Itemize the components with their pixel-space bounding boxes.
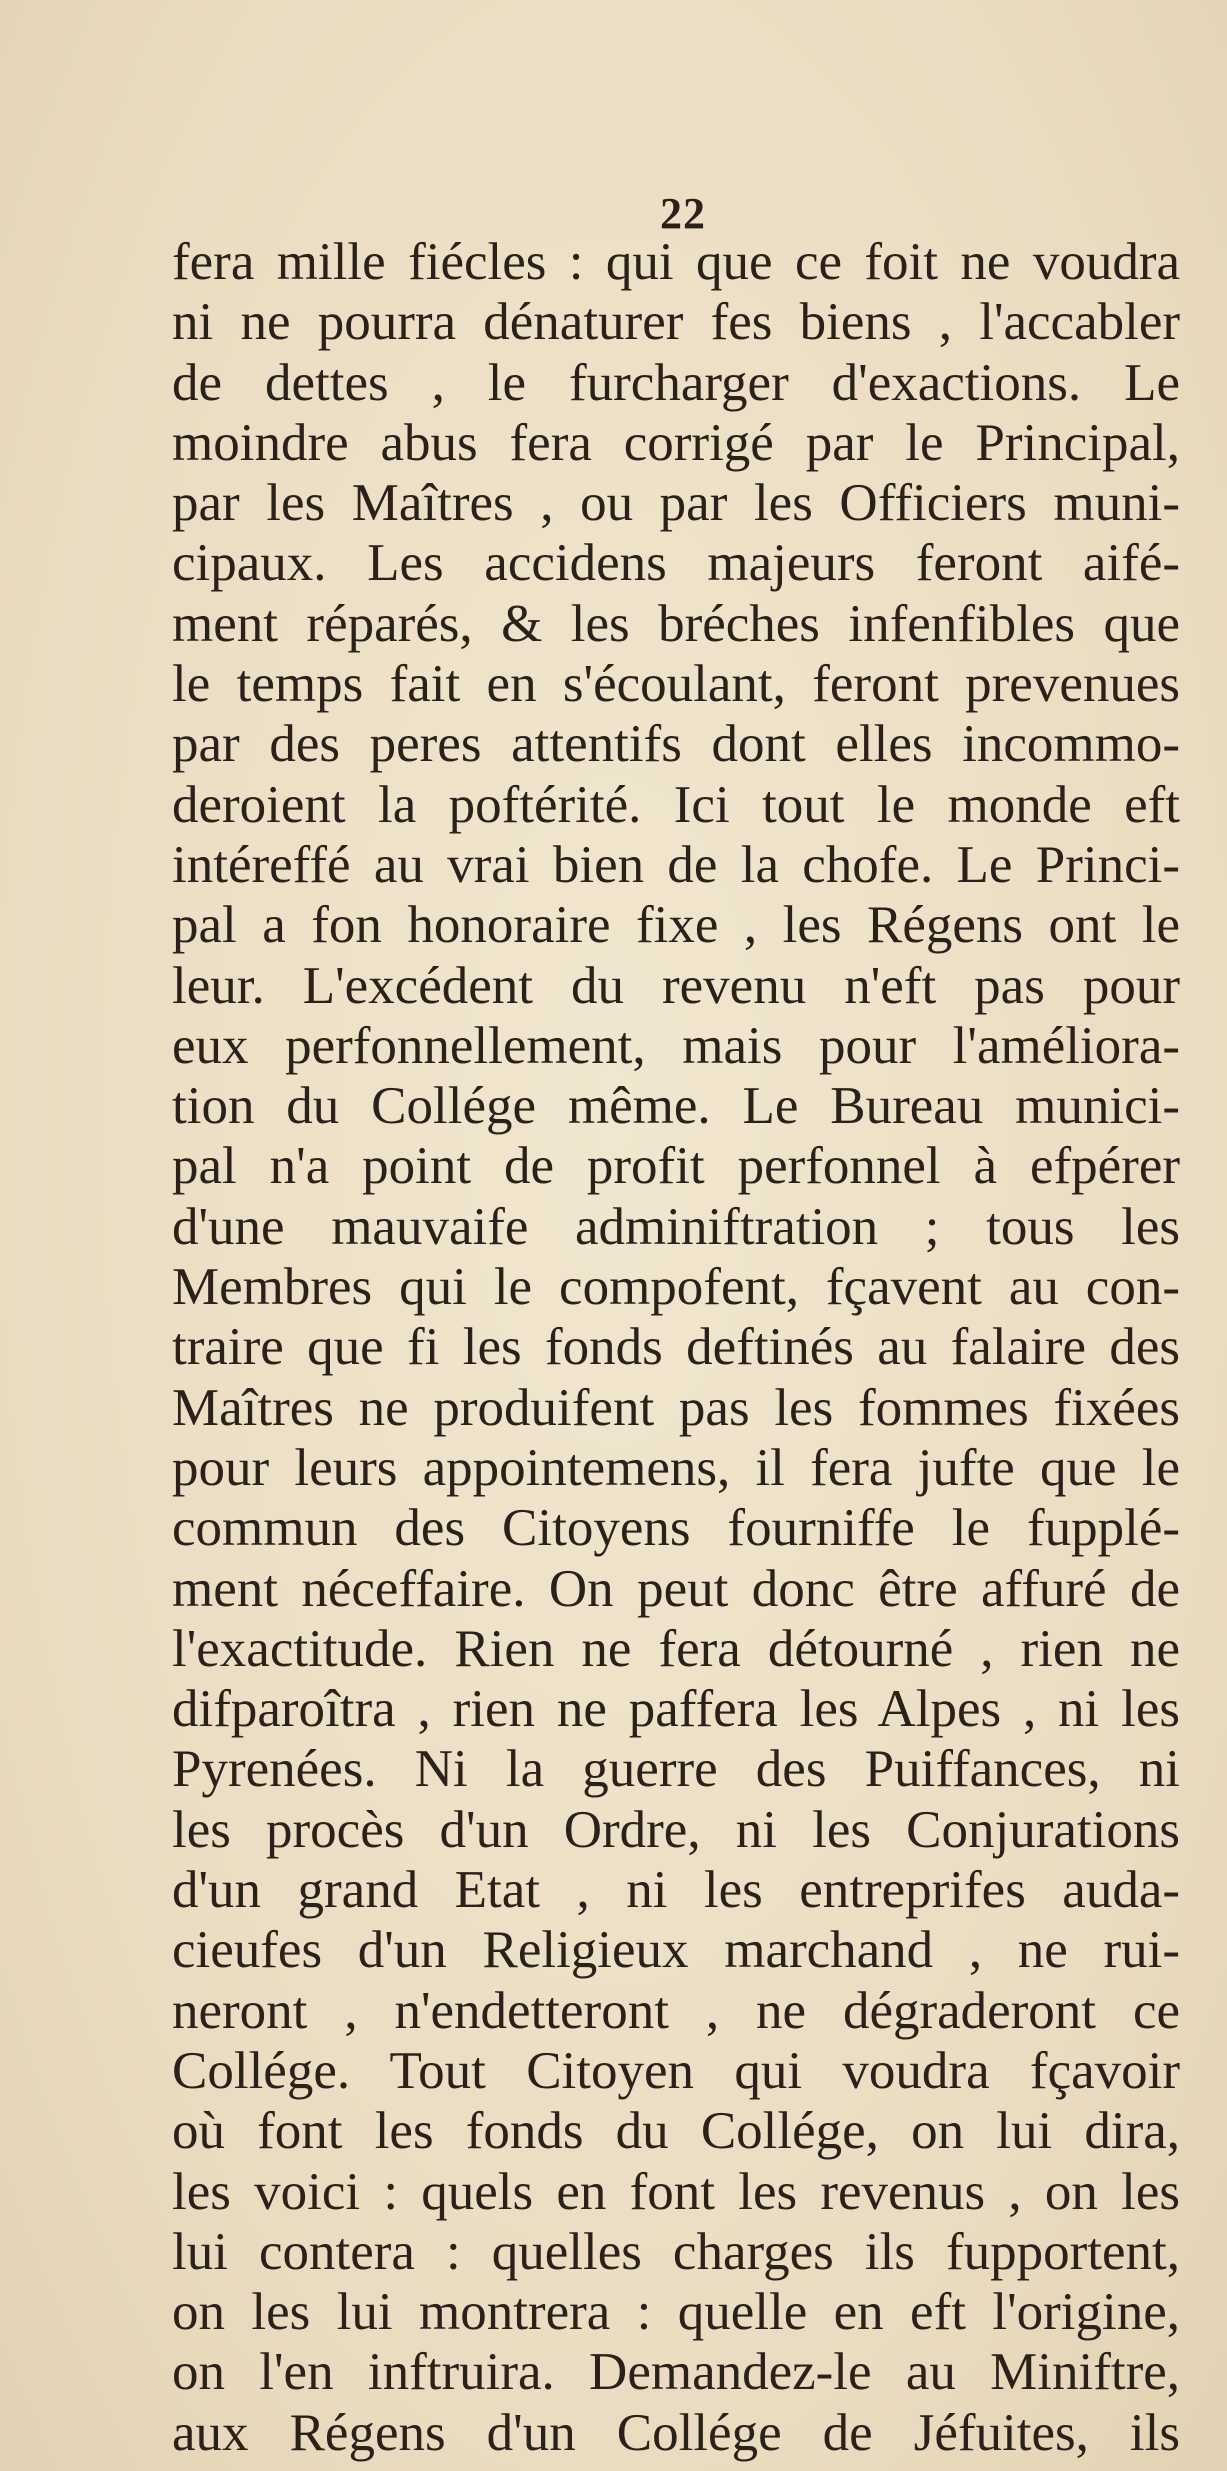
text-line: cipaux. Les accidens majeurs feront aifé-: [172, 534, 1180, 593]
text-line: les procès d'un Ordre, ni les Conjurations: [172, 1800, 1180, 1859]
text-line: moindre abus fera corrigé par le Principal,: [172, 413, 1180, 472]
text-line: leur. L'excédent du revenu n'eft pas pour: [172, 956, 1180, 1015]
text-line: ment réparés, & les bréches infenfibles que: [172, 594, 1180, 653]
text-line: cieufes d'un Religieux marchand , ne rui-: [172, 1921, 1180, 1980]
text-line: pal n'a point de profit perfonnel à efpérer: [172, 1137, 1180, 1196]
text-line: intéreffé au vrai bien de la chofe. Le Princi-: [172, 835, 1180, 894]
text-line: par des peres attentifs dont elles incommo-: [172, 715, 1180, 774]
text-line: on les lui montrera : quelle en eft l'origine,: [172, 2283, 1180, 2342]
text-line: d'une mauvaife adminiftration ; tous les: [172, 1197, 1180, 1256]
text-line: fera mille fiécles : qui que ce foit ne voudra: [172, 233, 1180, 291]
page-number: 22: [660, 189, 706, 238]
text-line: de dettes , le furcharger d'exactions. Le: [172, 353, 1180, 412]
text-line: tion du Collége même. Le Bureau munici-: [172, 1077, 1180, 1136]
text-line: neront , n'endetteront , ne dégraderont ce: [172, 1981, 1180, 2040]
body-text: [172, 232, 1180, 2463]
text-line: lui contera : quelles charges ils fupportent,: [172, 2222, 1180, 2281]
text-line: deroient la poftérité. Ici tout le monde eft: [172, 775, 1180, 834]
text-line: par les Maîtres , ou par les Officiers muni-: [172, 474, 1180, 533]
text-line: Collége. Tout Citoyen qui voudra fçavoir: [172, 2041, 1180, 2100]
text-line: aux Régens d'un Collége de Jéfuites, ils: [172, 2403, 1180, 2462]
text-line: Pyrenées. Ni la guerre des Puiffances, ni: [172, 1740, 1180, 1799]
text-line: l'exactitude. Rien ne fera détourné , rien ne: [172, 1619, 1180, 1678]
text-line: traire que fi les fonds deftinés au falaire des: [172, 1318, 1180, 1377]
text-line: difparoîtra , rien ne paffera les Alpes , ni les: [172, 1680, 1180, 1739]
text-line: ni ne pourra dénaturer fes biens , l'accabler: [172, 293, 1180, 352]
text-line: pour leurs appointemens, il fera jufte que le: [172, 1438, 1180, 1497]
text-line: eux perfonnellement, mais pour l'améliora-: [172, 1016, 1180, 1075]
text-line: où font les fonds du Collége, on lui dira,: [172, 2102, 1180, 2161]
text-line: on l'en inftruira. Demandez-le au Miniftre,: [172, 2343, 1180, 2402]
text-line: Membres qui le compofent, fçavent au con-: [172, 1258, 1180, 1317]
text-line: Maîtres ne produifent pas les fommes fixées: [172, 1378, 1180, 1437]
text-line: les voici : quels en font les revenus , on les: [172, 2162, 1180, 2221]
text-line: d'un grand Etat , ni les entreprifes auda-: [172, 1861, 1180, 1920]
text-line: commun des Citoyens fourniffe le fupplé-: [172, 1499, 1180, 1558]
text-line: le temps fait en s'écoulant, feront prevenues: [172, 655, 1180, 714]
text-line: ment néceffaire. On peut donc être affuré de: [172, 1559, 1180, 1618]
text-line: pal a fon honoraire fixe , les Régens ont le: [172, 896, 1180, 955]
